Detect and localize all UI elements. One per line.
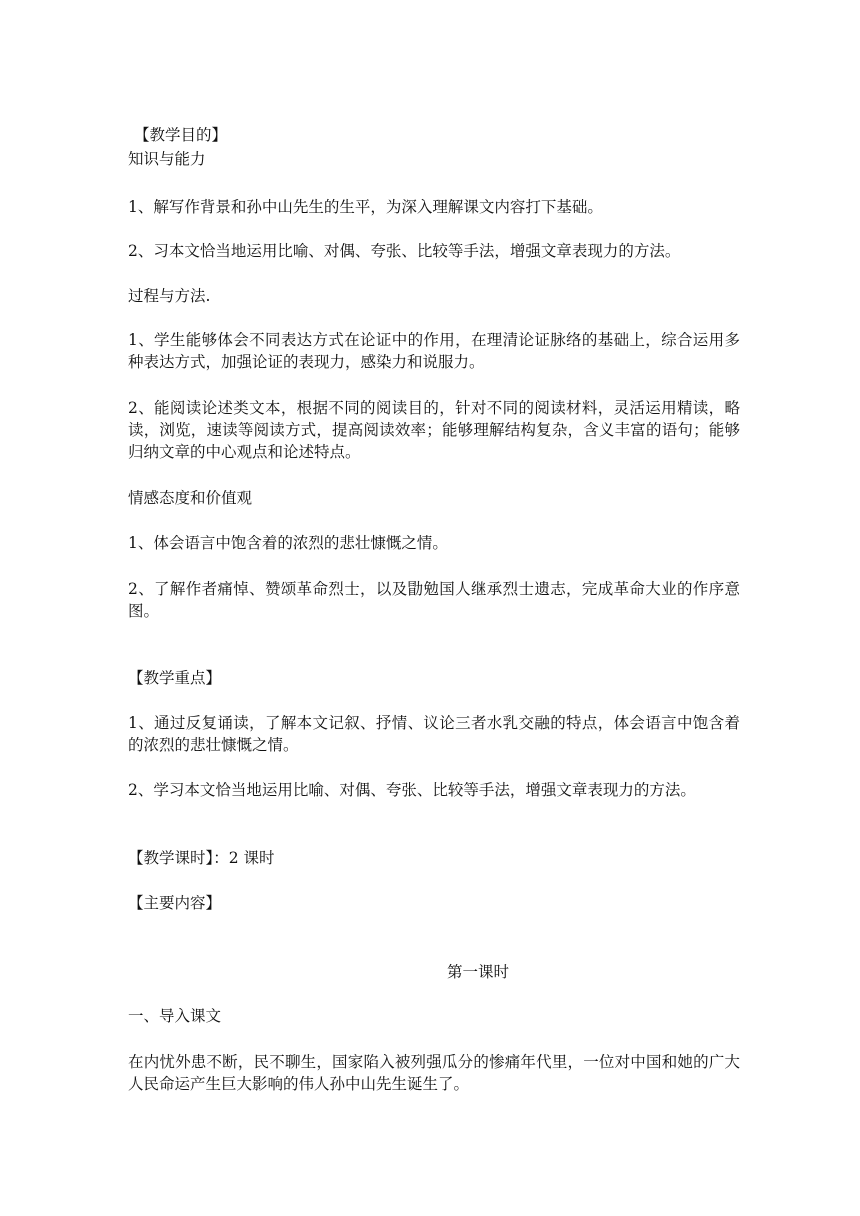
knowledge-heading: 知识与能力 bbox=[128, 150, 206, 168]
process-heading: 过程与方法. bbox=[128, 287, 211, 305]
emotion-item-2: 2、了解作者痛悼、赞颂革命烈士，以及勖勉国人继承烈士遗志，完成革命大业的作序意图。 bbox=[128, 580, 740, 620]
intro-text: 在内忧外患不断，民不聊生，国家陷入被列强瓜分的惨痛年代里，一位对中国和她的广大人民命运产生巨大影响的伟人孙中山先生诞生了。 bbox=[128, 1053, 740, 1093]
intro-heading: 一、导入课文 bbox=[128, 1007, 222, 1025]
knowledge-item-1: 1、解写作背景和孙中山先生的生平，为深入理解课文内容打下基础。 bbox=[128, 198, 603, 216]
content-heading: 【主要内容】 bbox=[128, 894, 222, 912]
emotion-item-1: 1、体会语言中饱含着的浓烈的悲壮慷慨之情。 bbox=[128, 534, 448, 552]
teaching-hours: 【教学课时】：2 课时 bbox=[128, 849, 275, 867]
knowledge-item-2: 2、习本文恰当地运用比喻、对偶、夸张、比较等手法，增强文章表现力的方法。 bbox=[128, 242, 681, 260]
focus-item-2: 2、学习本文恰当地运用比喻、对偶、夸张、比较等手法，增强文章表现力的方法。 bbox=[128, 781, 696, 799]
process-item-2: 2、能阅读论述类文本，根据不同的阅读目的，针对不同的阅读材料，灵活运用精读，略读，浏览，速读等阅读方式，提高阅读效率；能够理解结构复杂，含义丰富的语句；能够归纳文章的中心观点和论述特点。 bbox=[128, 399, 740, 461]
lesson-title: 第一课时 bbox=[446, 963, 509, 981]
objectives-heading: 【教学目的】 bbox=[134, 126, 228, 144]
focus-item-1: 1、通过反复诵读，了解本文记叙、抒情、议论三者水乳交融的特点，体会语言中饱含着的浓烈的悲壮慷慨之情。 bbox=[128, 714, 740, 754]
process-item-1: 1、学生能够体会不同表达方式在论证中的作用，在理清论证脉络的基础上，综合运用多种表达方式，加强论证的表现力，感染力和说服力。 bbox=[128, 331, 740, 371]
emotion-heading: 情感态度和价值观 bbox=[128, 489, 253, 507]
focus-heading: 【教学重点】 bbox=[128, 669, 222, 687]
